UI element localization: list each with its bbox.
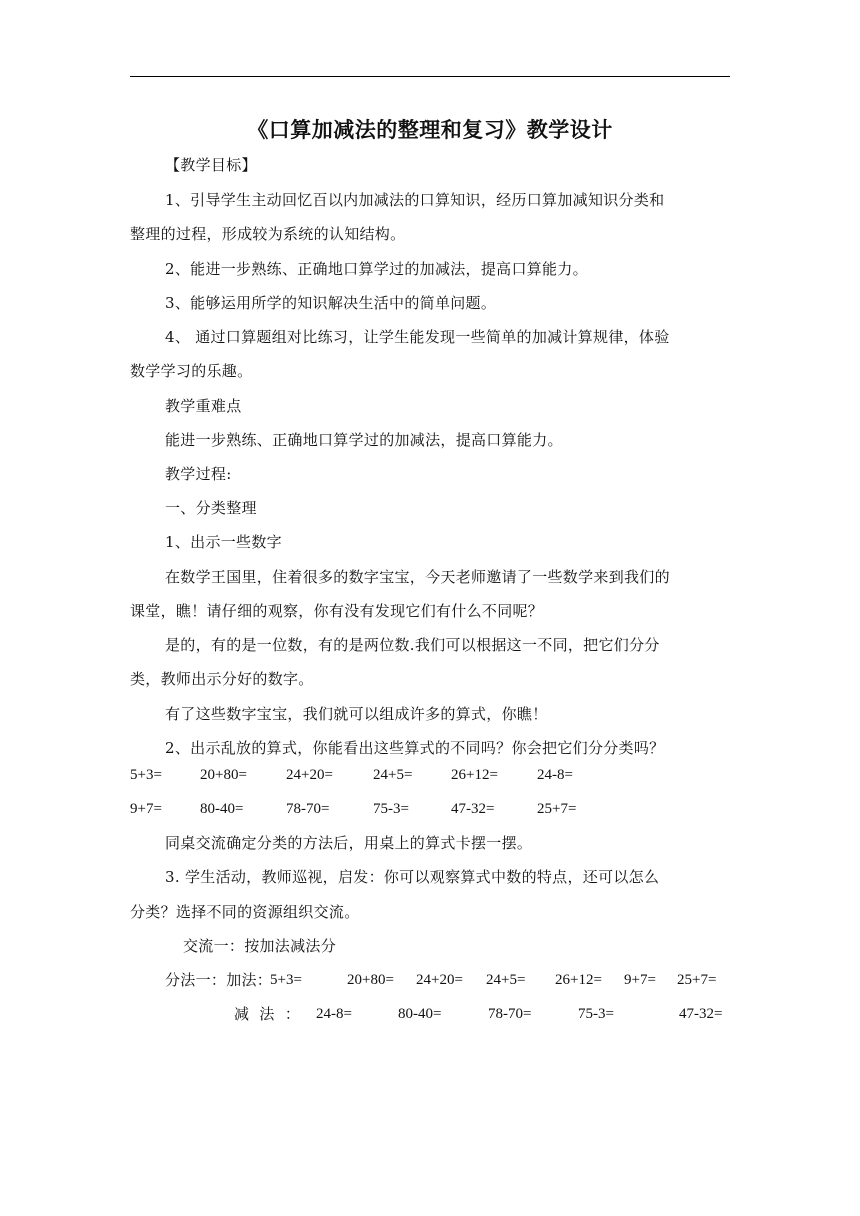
paragraph-line: 4、 通过口算题组对比练习，让学生能发现一些简单的加减计算规律，体验 (165, 328, 670, 346)
paragraph-line: 同桌交流确定分类的方法后，用桌上的算式卡摆一摆。 (165, 834, 533, 852)
formula: 24-8= (537, 767, 573, 783)
formula: 24+5= (373, 767, 413, 783)
method-label: 分法一：加法： (165, 971, 273, 989)
formula: 5+3= (130, 767, 162, 783)
formula: 47-32= (451, 801, 495, 817)
section-heading-process: 教学过程: (165, 465, 232, 483)
subheading: 1、出示一些数字 (165, 533, 282, 551)
method-sub-label: 减 法 ： (234, 1005, 301, 1023)
formula: 78-70= (286, 801, 330, 817)
formula: 24+20= (286, 767, 333, 783)
paragraph-line: 能进一步熟练、正确地口算学过的加减法，提高口算能力。 (165, 431, 563, 449)
formula: 5+3= (270, 972, 302, 988)
formula: 26+12= (555, 972, 602, 988)
paragraph-line: 3. 学生活动，教师巡视，启发：你可以观察算式中数的特点，还可以怎么 (165, 868, 660, 886)
section-heading-key-points: 教学重难点 (165, 397, 242, 415)
formula: 20+80= (347, 972, 394, 988)
paragraph-line: 1、引导学生主动回忆百以内加减法的口算知识，经历口算加减知识分类和 (165, 191, 665, 209)
formula: 75-3= (578, 1006, 614, 1022)
formula: 26+12= (451, 767, 498, 783)
formula: 78-70= (488, 1006, 532, 1022)
formula: 80-40= (200, 801, 244, 817)
paragraph-line: 在数学王国里，住着很多的数字宝宝，今天老师邀请了一些数学来到我们的 (165, 568, 670, 586)
formula: 9+7= (130, 801, 162, 817)
formula: 20+80= (200, 767, 247, 783)
paragraph-line: 3、能够运用所学的知识解决生活中的简单问题。 (165, 294, 497, 312)
subheading: 交流一：按加法减法分 (183, 937, 337, 955)
formula: 80-40= (398, 1006, 442, 1022)
paragraph-line: 2、出示乱放的算式，你能看出这些算式的不同吗？你会把它们分分类吗？ (165, 739, 665, 757)
paragraph-line: 类，教师出示分好的数字。 (130, 670, 314, 688)
formula: 9+7= (624, 972, 656, 988)
formula: 25+7= (677, 972, 717, 988)
formula: 25+7= (537, 801, 577, 817)
paragraph-line: 是的，有的是一位数，有的是两位数.我们可以根据这一不同，把它们分分 (165, 636, 660, 654)
paragraph-line: 课堂，瞧！请仔细的观察，你有没有发现它们有什么不同呢？ (130, 602, 544, 620)
paragraph-line: 数学学习的乐趣。 (130, 362, 253, 380)
paragraph-line: 分类？选择不同的资源组织交流。 (130, 903, 360, 921)
formula: 24-8= (316, 1006, 352, 1022)
paragraph-line: 有了这些数字宝宝，我们就可以组成许多的算式，你瞧！ (165, 705, 548, 723)
section-heading-objectives: 【教学目标】 (165, 156, 257, 174)
subheading: 一、分类整理 (165, 499, 257, 517)
paragraph-line: 整理的过程，形成较为系统的认知结构。 (130, 225, 406, 243)
formula: 24+20= (416, 972, 463, 988)
document-title: 《口算加减法的整理和复习》教学设计 (247, 118, 613, 142)
header-rule (130, 76, 730, 77)
formula: 24+5= (486, 972, 526, 988)
formula: 47-32= (679, 1006, 723, 1022)
formula: 75-3= (373, 801, 409, 817)
paragraph-line: 2、能进一步熟练、正确地口算学过的加减法，提高口算能力。 (165, 260, 588, 278)
